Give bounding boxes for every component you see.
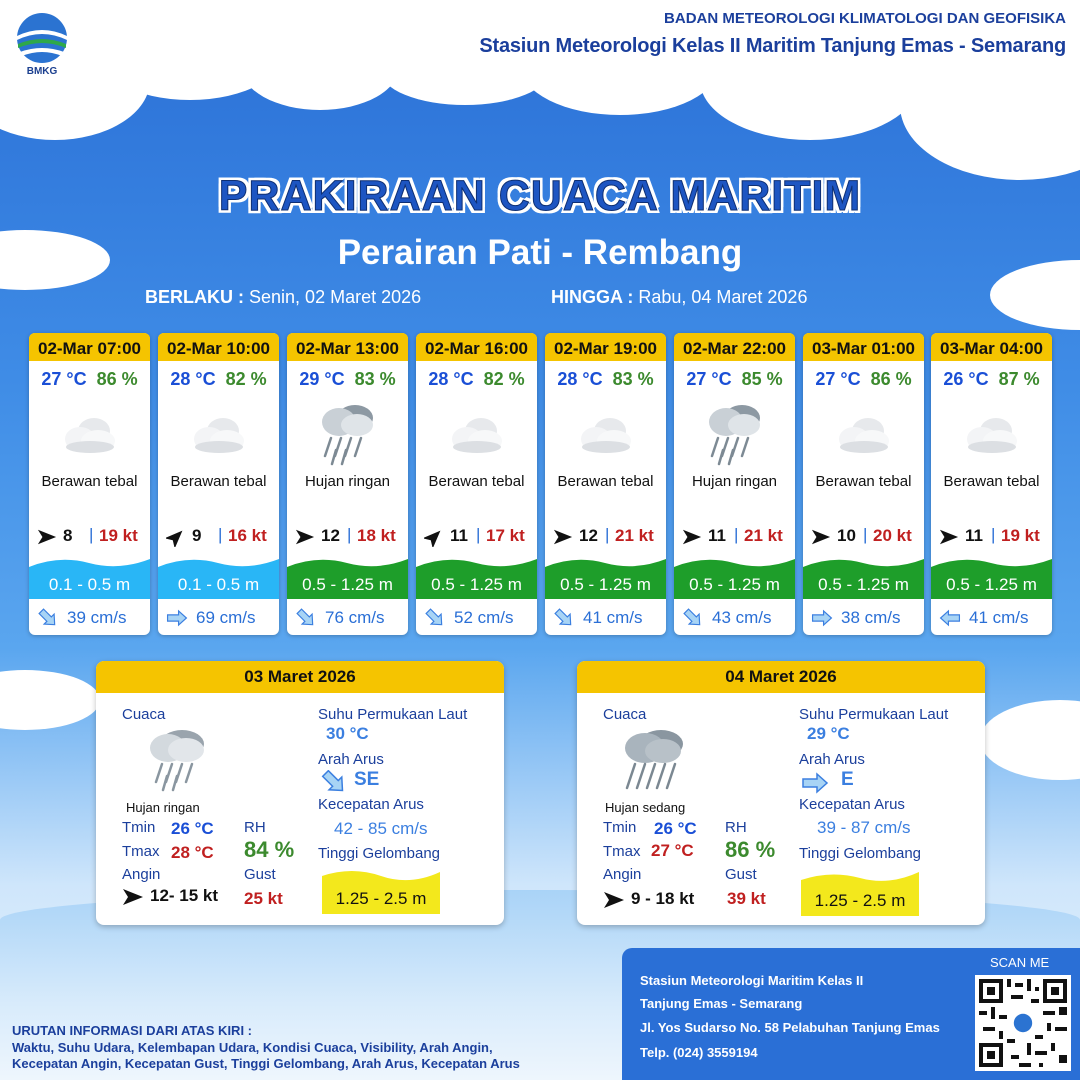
current-arrow-icon	[801, 771, 829, 795]
separator: |	[476, 525, 481, 544]
tmax-label: Tmax	[122, 843, 160, 860]
wind-speed: 11	[708, 526, 726, 545]
tmax-label: Tmax	[603, 843, 641, 860]
separator: |	[347, 525, 352, 544]
tmin-label: Tmin	[122, 819, 156, 836]
temperature: 29 °C	[299, 369, 345, 389]
humidity: 83 %	[612, 369, 654, 389]
wind-label: Angin	[603, 866, 642, 883]
validity-from-label: BERLAKU :	[145, 287, 244, 307]
temp-rh-row	[674, 361, 795, 397]
cloudy-icon	[416, 397, 537, 473]
current-arrow-icon	[424, 608, 446, 628]
wind-speed: 11	[450, 526, 468, 545]
footer-address-line: Tanjung Emas - Semarang	[640, 996, 803, 1011]
wind-row	[158, 521, 279, 551]
temp-rh-row	[803, 361, 924, 397]
rh-value: 86 %	[725, 837, 776, 862]
weather-condition: Berawan tebal	[815, 473, 912, 490]
cloud-decoration	[520, 15, 720, 115]
sst-label: Suhu Permukaan Laut	[799, 706, 949, 723]
separator: |	[991, 525, 996, 544]
wave-height	[674, 551, 795, 599]
current-arrow-icon	[320, 770, 348, 794]
current-speed: 43 cm/s	[712, 608, 772, 627]
wave-value: 1.25 - 2.5 m	[335, 889, 427, 908]
forecast-time: 03-Mar 01:00	[803, 333, 924, 361]
weather-condition: Berawan tebal	[557, 473, 654, 490]
current-dir-value: SE	[354, 769, 380, 790]
cloudy-icon	[158, 397, 279, 473]
temperature: 28 °C	[428, 369, 474, 389]
weather-condition: Hujan sedang	[605, 800, 686, 815]
temperature: 27 °C	[686, 369, 732, 389]
wind-row	[674, 521, 795, 551]
forecast-card	[158, 333, 279, 635]
tmax-value: 27 °C	[651, 841, 694, 860]
gust-speed: 20 kt	[873, 526, 912, 545]
wind-row	[931, 521, 1052, 551]
logo-text: BMKG	[26, 66, 58, 77]
gust-speed: 19 kt	[99, 526, 138, 545]
tmax-value: 28 °C	[171, 843, 214, 862]
wind-arrow-icon	[37, 527, 57, 547]
cloud-decoration	[0, 670, 100, 730]
wave-value: 0.5 - 1.25 m	[946, 575, 1037, 594]
temperature: 28 °C	[170, 369, 216, 389]
weather-condition: Berawan tebal	[943, 473, 1040, 490]
wind-arrow-icon	[939, 527, 959, 547]
current-row	[287, 605, 408, 631]
temp-rh-row	[545, 361, 666, 397]
sst-value: 29 °C	[807, 724, 850, 743]
wind-row	[29, 521, 150, 551]
daily-date: 04 Maret 2026	[577, 661, 985, 693]
temp-rh-row	[416, 361, 537, 397]
temp-rh-row	[158, 361, 279, 397]
forecast-time: 02-Mar 13:00	[287, 333, 408, 361]
gust-speed: 19 kt	[1001, 526, 1040, 545]
separator: |	[734, 525, 739, 544]
wind-value: 12- 15 kt	[150, 886, 219, 905]
wind-speed: 11	[965, 526, 983, 545]
wind-arrow-icon	[553, 527, 573, 547]
forecast-time: 02-Mar 10:00	[158, 333, 279, 361]
validity-to-label: HINGGA :	[551, 287, 634, 307]
cloudy-icon	[803, 397, 924, 473]
wave-value: 0.5 - 1.25 m	[302, 575, 393, 594]
weather-condition: Berawan tebal	[428, 473, 525, 490]
wind-arrow-icon	[166, 527, 186, 547]
weather-label: Cuaca	[122, 706, 166, 723]
scan-me-label: SCAN ME	[990, 955, 1050, 970]
tmin-value: 26 °C	[171, 819, 214, 838]
footer-address-line: Jl. Yos Sudarso No. 58 Pelabuhan Tanjung Emas	[640, 1020, 940, 1035]
footer-address-line: Stasiun Meteorologi Maritim Kelas II	[640, 973, 864, 988]
validity-to-value: Rabu, 04 Maret 2026	[638, 287, 808, 307]
current-arrow-icon	[553, 608, 575, 628]
wind-row	[545, 521, 666, 551]
separator: |	[605, 525, 610, 544]
wave-value: 0.1 - 0.5 m	[177, 575, 260, 594]
cloudy-icon	[545, 397, 666, 473]
wind-arrow-icon	[811, 527, 831, 547]
sst-value: 30 °C	[326, 724, 369, 743]
cloudy-icon	[29, 397, 150, 473]
humidity: 87 %	[998, 369, 1040, 389]
cloud-decoration	[240, 20, 400, 110]
wave-height	[931, 551, 1052, 599]
forecast-card	[931, 333, 1052, 635]
temperature: 26 °C	[943, 369, 989, 389]
wind-speed: 9	[192, 526, 202, 545]
info-line: Kecepatan Angin, Kecepatan Gust, Tinggi Gelombang, Arah Arus, Kecepatan Arus	[12, 1056, 520, 1071]
daily-panel	[96, 661, 504, 925]
current-row	[416, 605, 537, 631]
current-arrow-icon	[811, 608, 833, 628]
daily-date: 03 Maret 2026	[96, 661, 504, 693]
wave-height	[416, 551, 537, 599]
wind-speed: 10	[837, 526, 856, 545]
current-arrow-icon	[295, 608, 317, 628]
humidity: 82 %	[483, 369, 525, 389]
wind-label: Angin	[122, 866, 161, 883]
cloudy-icon	[931, 397, 1052, 473]
current-arrow-icon	[682, 608, 704, 628]
forecast-time: 02-Mar 16:00	[416, 333, 537, 361]
wind-arrow-icon	[295, 527, 315, 547]
organization-name: BADAN METEOROLOGI KLIMATOLOGI DAN GEOFISIKA	[664, 10, 1066, 27]
separator: |	[89, 525, 94, 544]
wave-value: 0.5 - 1.25 m	[431, 575, 522, 594]
rh-label: RH	[244, 819, 266, 836]
wave-value: 0.5 - 1.25 m	[818, 575, 909, 594]
current-row	[545, 605, 666, 631]
wave-value: 1.25 - 2.5 m	[814, 891, 906, 910]
separator: |	[218, 525, 223, 544]
forecast-card	[416, 333, 537, 635]
weather-condition: Hujan ringan	[126, 800, 200, 815]
current-speed-value: 42 - 85 cm/s	[334, 819, 428, 838]
current-arrow-icon	[37, 608, 59, 628]
wind-value: 9 - 18 kt	[631, 889, 695, 908]
qr-code[interactable]	[975, 975, 1071, 1071]
wave-label: Tinggi Gelombang	[799, 845, 922, 862]
current-dir-value: E	[841, 769, 854, 790]
gust-speed: 21 kt	[615, 526, 654, 545]
humidity: 82 %	[225, 369, 267, 389]
gust-speed: 18 kt	[357, 526, 396, 545]
current-speed: 41 cm/s	[583, 608, 643, 627]
weather-condition: Berawan tebal	[41, 473, 138, 490]
wave-height	[803, 551, 924, 599]
sst-label: Suhu Permukaan Laut	[318, 706, 468, 723]
qr-code-icon	[975, 975, 1071, 1071]
forecast-time: 02-Mar 22:00	[674, 333, 795, 361]
station-name: Stasiun Meteorologi Kelas II Maritim Tanjung Emas - Semarang	[479, 35, 1066, 57]
current-speed-label: Kecepatan Arus	[799, 796, 905, 813]
moderate-rain-icon	[615, 724, 691, 803]
wave-value: 0.5 - 1.25 m	[689, 575, 780, 594]
daily-panel	[577, 661, 985, 925]
temp-rh-row	[287, 361, 408, 397]
rh-value: 84 %	[244, 837, 295, 862]
light-rain-icon	[142, 724, 212, 801]
weather-condition: Berawan tebal	[170, 473, 267, 490]
temp-rh-row	[931, 361, 1052, 397]
wave-label: Tinggi Gelombang	[318, 845, 441, 862]
tmin-value: 26 °C	[654, 819, 697, 838]
gust-value: 25 kt	[244, 889, 283, 908]
current-speed: 38 cm/s	[841, 608, 901, 627]
forecast-card	[803, 333, 924, 635]
current-speed: 52 cm/s	[454, 608, 514, 627]
info-title: URUTAN INFORMASI DARI ATAS KIRI :	[12, 1023, 252, 1038]
current-row	[29, 605, 150, 631]
humidity: 86 %	[870, 369, 912, 389]
gust-label: Gust	[244, 866, 276, 883]
wind-row	[803, 521, 924, 551]
current-speed-label: Kecepatan Arus	[318, 796, 424, 813]
wave-height	[29, 551, 150, 599]
wave-value: 0.5 - 1.25 m	[560, 575, 651, 594]
wave-height	[545, 551, 666, 599]
validity-from	[145, 287, 421, 308]
forecast-time: 03-Mar 04:00	[931, 333, 1052, 361]
temperature: 28 °C	[557, 369, 603, 389]
wind-row	[287, 521, 408, 551]
temp-rh-row	[29, 361, 150, 397]
current-row	[674, 605, 795, 631]
light-rain-icon	[287, 397, 408, 473]
current-arrow-icon	[166, 608, 188, 628]
forecast-card	[674, 333, 795, 635]
wind-arrow-icon	[603, 891, 625, 909]
current-row	[931, 605, 1052, 631]
gust-speed: 17 kt	[486, 526, 525, 545]
current-dir-label: Arah Arus	[318, 751, 384, 768]
gust-label: Gust	[725, 866, 757, 883]
current-speed: 76 cm/s	[325, 608, 385, 627]
current-speed: 41 cm/s	[969, 608, 1029, 627]
current-row	[803, 605, 924, 631]
wind-speed: 12	[579, 526, 598, 545]
page-title: PRAKIRAAN CUACA MARITIM	[218, 172, 862, 220]
gust-speed: 21 kt	[744, 526, 783, 545]
wind-row	[416, 521, 537, 551]
forecast-time: 02-Mar 19:00	[545, 333, 666, 361]
wave-height	[158, 551, 279, 599]
humidity: 86 %	[96, 369, 138, 389]
current-speed: 39 cm/s	[67, 608, 127, 627]
validity-to	[551, 287, 807, 308]
temperature: 27 °C	[41, 369, 87, 389]
current-speed-value: 39 - 87 cm/s	[817, 818, 911, 837]
cloud-decoration	[980, 700, 1080, 780]
current-dir-label: Arah Arus	[799, 751, 865, 768]
forecast-card	[29, 333, 150, 635]
gust-value: 39 kt	[727, 889, 766, 908]
wave-value: 0.1 - 0.5 m	[48, 575, 131, 594]
weather-condition: Hujan ringan	[304, 473, 391, 490]
tmin-label: Tmin	[603, 819, 637, 836]
current-arrow-icon	[939, 608, 961, 628]
wave-height	[287, 551, 408, 599]
current-speed: 69 cm/s	[196, 608, 256, 627]
temperature: 27 °C	[815, 369, 861, 389]
footer-phone: Telp. (024) 3559194	[640, 1045, 758, 1060]
wind-speed: 12	[321, 526, 340, 545]
weather-label: Cuaca	[603, 706, 647, 723]
rh-label: RH	[725, 819, 747, 836]
weather-condition: Hujan ringan	[691, 473, 778, 490]
gust-speed: 16 kt	[228, 526, 267, 545]
wind-arrow-icon	[122, 888, 144, 906]
humidity: 85 %	[741, 369, 783, 389]
validity-from-value: Senin, 02 Maret 2026	[249, 287, 422, 307]
wind-arrow-icon	[682, 527, 702, 547]
page-subtitle: Perairan Pati - Rembang	[337, 233, 743, 272]
wind-arrow-icon	[424, 527, 444, 547]
info-line: Waktu, Suhu Udara, Kelembapan Udara, Kondisi Cuaca, Visibility, Arah Angin,	[12, 1040, 493, 1055]
forecast-card	[287, 333, 408, 635]
separator: |	[863, 525, 868, 544]
forecast-card	[545, 333, 666, 635]
forecast-time: 02-Mar 07:00	[29, 333, 150, 361]
current-row	[158, 605, 279, 631]
wind-speed: 8	[63, 526, 73, 545]
humidity: 83 %	[354, 369, 396, 389]
light-rain-icon	[674, 397, 795, 473]
